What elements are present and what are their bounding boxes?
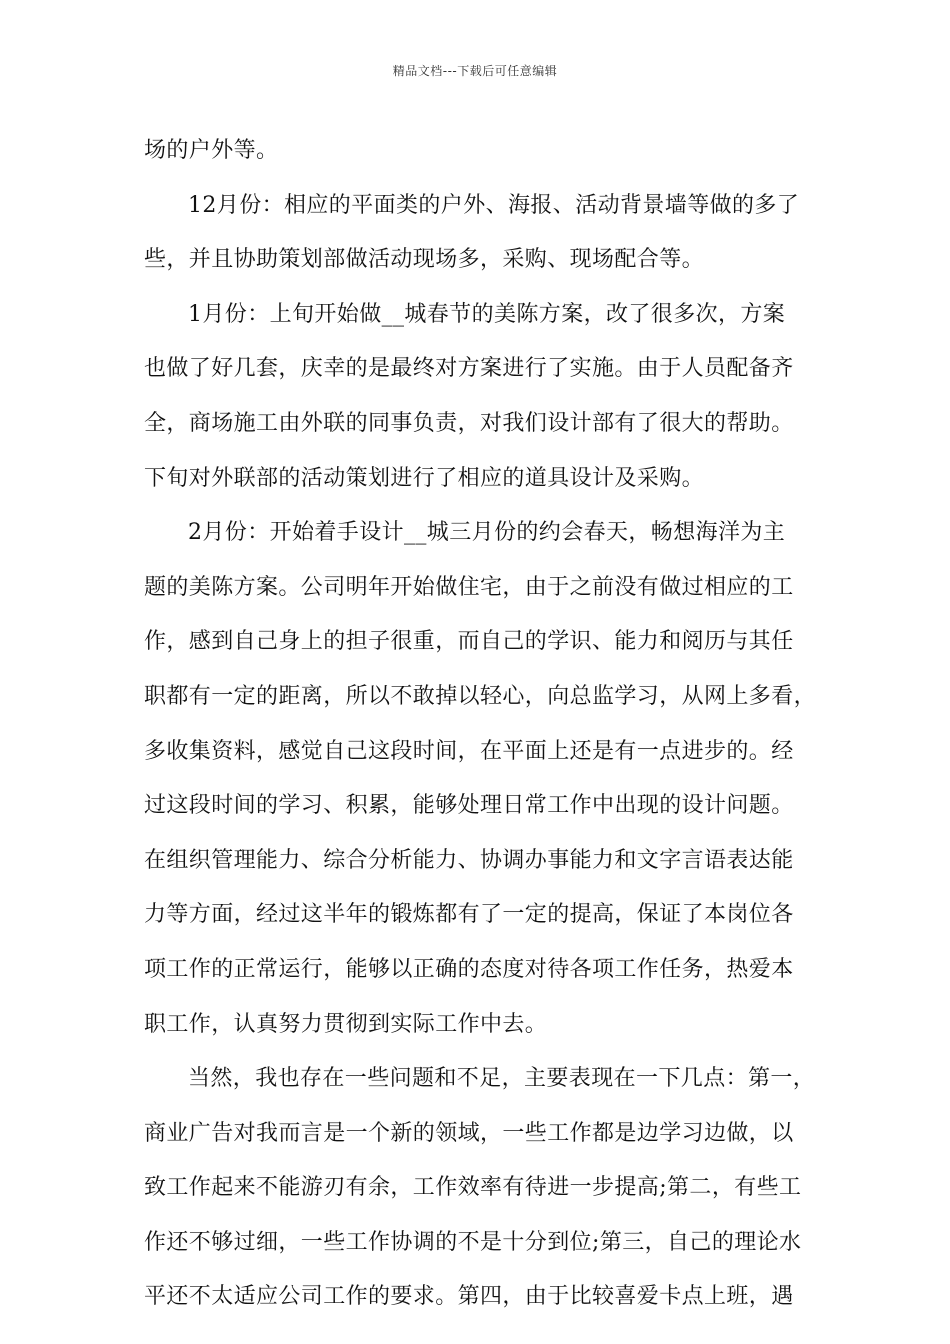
text-line: 作，感到自己身上的担子很重，而自己的学识、能力和阅历与其任 — [144, 629, 794, 655]
text-line: 下旬对外联部的活动策划进行了相应的道具设计及采购。 — [144, 465, 705, 491]
text-line: 职工作，认真努力贯彻到实际工作中去。 — [144, 1011, 548, 1037]
text-line: 题的美陈方案。公司明年开始做住宅，由于之前没有做过相应的工 — [144, 574, 794, 600]
text-line: 过这段时间的学习、积累，能够处理日常工作中出现的设计问题。 — [144, 793, 794, 819]
paragraph-first-line: 12月份：相应的平面类的户外、海报、活动背景墙等做的多了 — [188, 192, 800, 218]
text-line: 全，商场施工由外联的同事负责，对我们设计部有了很大的帮助。 — [144, 410, 794, 436]
text-line: 在组织管理能力、综合分析能力、协调办事能力和文字言语表达能 — [144, 847, 794, 873]
text-line: 职都有一定的距离，所以不敢掉以轻心，向总监学习，从网上多看， — [144, 683, 817, 709]
text-line: 项工作的正常运行，能够以正确的态度对待各项工作任务，热爱本 — [144, 956, 794, 982]
page-header: 精品文档---下载后可任意编辑 — [392, 64, 558, 78]
text-line: 平还不太适应公司工作的要求。第四，由于比较喜爱卡点上班，遇 — [144, 1284, 794, 1310]
text-line: 场的户外等。 — [144, 138, 279, 163]
paragraph-first-line: 1月份：上旬开始做__城春节的美陈方案，改了很多次，方案 — [188, 301, 786, 327]
text-line: 致工作起来不能游刃有余，工作效率有待进一步提高;第二，有些工 — [144, 1175, 802, 1201]
text-line: 力等方面，经过这半年的锻炼都有了一定的提高，保证了本岗位各 — [144, 902, 794, 928]
document-body — [144, 124, 828, 1325]
text-line: 些，并且协助策划部做活动现场多，采购、现场配合等。 — [144, 247, 705, 273]
paragraph-first-line: 2月份：开始着手设计__城三月份的约会春天，畅想海洋为主 — [188, 520, 786, 546]
text-line: 作还不够过细，一些工作协调的不是十分到位;第三，自己的理论水 — [144, 1229, 802, 1255]
paragraph-first-line: 当然，我也存在一些问题和不足，主要表现在一下几点：第一， — [188, 1066, 816, 1092]
text-line: 也做了好几套，庆幸的是最终对方案进行了实施。由于人员配备齐 — [144, 356, 794, 382]
text-line: 多收集资料，感觉自己这段时间，在平面上还是有一点进步的。经 — [144, 738, 794, 764]
text-line: 商业广告对我而言是一个新的领域，一些工作都是边学习边做，以 — [144, 1120, 794, 1146]
